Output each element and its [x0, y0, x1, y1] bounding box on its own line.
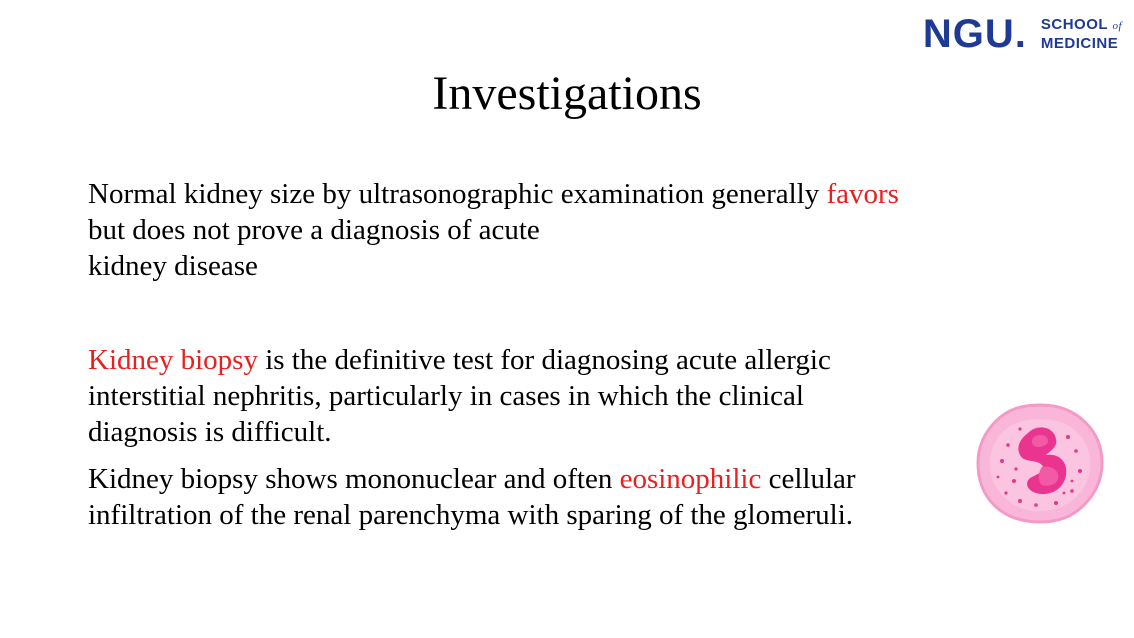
paragraph-biopsy-findings — [88, 461, 1028, 533]
p2-text: is the definitive test for diagnosing acute allergic — [257, 344, 831, 376]
logo-school-line2: MEDICINE — [1040, 35, 1119, 52]
p2-line2: interstitial nephritis, particularly in cases in which the clinical — [88, 380, 804, 412]
p1-text: Normal kidney size by ultrasonographic examination generally — [88, 178, 827, 210]
p1-line2: but does not prove a diagnosis of acute — [88, 214, 540, 246]
p3-line2: infiltration of the renal parenchyma with sparing of the glomeruli. — [88, 499, 854, 531]
paragraph-ultrasound — [88, 176, 1028, 284]
p1-line1 — [88, 176, 1028, 212]
logo-mark: NGU. — [922, 12, 1027, 56]
eosinophil-cell-icon — [976, 401, 1104, 525]
p3-text-a: Kidney biopsy shows mononuclear and often — [88, 463, 620, 495]
p1-line3: kidney disease — [88, 250, 258, 282]
logo-of: of — [1112, 20, 1122, 32]
p2-highlight-kidney-biopsy: Kidney biopsy — [88, 344, 258, 376]
p3-text-b: cellular — [761, 463, 856, 495]
p2-line1 — [88, 342, 1028, 378]
p3-line1 — [88, 461, 1028, 497]
p3-highlight-eosinophilic: eosinophilic — [619, 463, 762, 495]
logo-school-line1: SCHOOL — [1040, 16, 1108, 33]
paragraph-biopsy-definitive — [88, 342, 1028, 450]
ngu-school-logo — [923, 14, 1122, 54]
logo-school-text — [1041, 16, 1122, 52]
p2-line3: diagnosis is difficult. — [88, 416, 332, 448]
slide-title: Investigations — [432, 67, 702, 120]
p1-highlight-favors: favors — [826, 178, 899, 210]
